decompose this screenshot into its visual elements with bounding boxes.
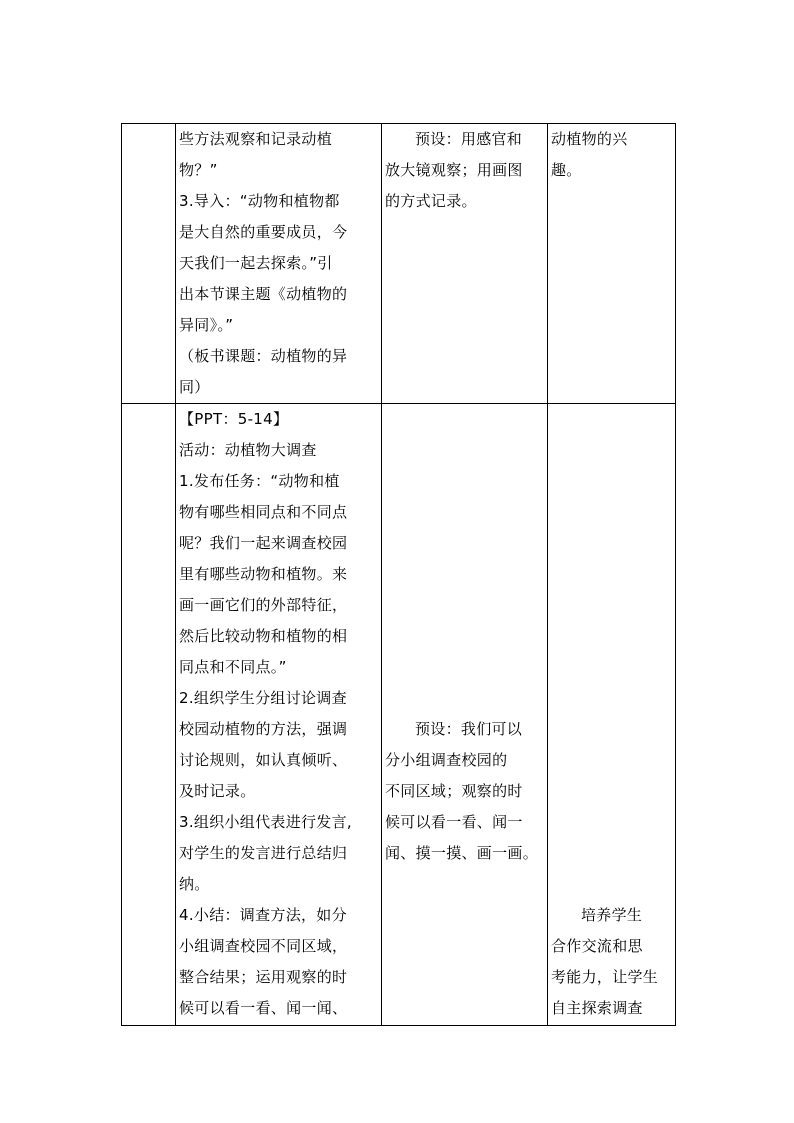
student-text-line: 候可以看一看、闻一 [385,813,523,831]
teacher-text-line: （板书课题：动植物的异 [179,347,348,365]
intent-text-line: 培养学生 [581,906,643,924]
teacher-text-line: 2.组织学生分组讨论调查 [179,689,347,707]
intent-text-line: 自主探索调查 [551,999,643,1017]
teacher-text-line: 然后比较动物和植物的相 [179,627,348,645]
intent-text-line: 趣。 [551,161,582,179]
teacher-text-line: 3.导入：“动物和植物都 [179,192,340,210]
intent-text-line: 合作交流和思 [551,937,643,955]
teacher-text-line: 整合结果；运用观察的时 [179,968,348,986]
teacher-text-line: 呢？我们一起来调查校园 [179,534,348,552]
student-text-line: 分小组调查校园的 [385,751,508,769]
table-row [122,124,676,404]
teacher-text-line: 出本节课主题《动植物的 [179,285,348,303]
teacher-activity-cell [176,124,382,404]
teacher-text-line: 些方法观察和记录动植 [179,130,333,148]
table-row [122,404,676,1026]
cell-spacer [551,404,672,900]
ppt-reference: 【PPT：5-14】 [179,410,289,428]
teacher-text-line: 物？” [179,161,218,179]
cell-spacer [385,404,544,714]
activity-title: 活动：动植物大调查 [179,441,317,459]
design-intent-cell [548,404,676,1026]
intent-text-line: 考能力，让学生 [551,968,659,986]
teacher-text-line: 同点和不同点。” [179,658,287,676]
student-text-line: 放大镜观察；用画图 [385,161,523,179]
teacher-text-line: 对学生的发言进行总结归 [179,844,348,862]
stage-cell [122,404,176,1026]
student-text-line: 的方式记录。 [385,192,477,210]
student-activity-cell [382,404,548,1026]
teacher-text-line: 物有哪些相同点和不同点 [179,503,348,521]
teacher-text-line: 候可以看一看、闻一闻、 [179,999,348,1017]
lesson-plan-table [121,123,676,1026]
student-text-line: 预设：用感官和 [415,130,523,148]
teacher-text-line: 纳。 [179,875,210,893]
teacher-text-line: 异同》。” [179,316,234,334]
stage-cell [122,124,176,404]
design-intent-cell [548,124,676,404]
teacher-text-line: 天我们一起去探索。”引 [179,254,333,272]
teacher-text-line: 4.小结：调查方法，如分 [179,906,347,924]
teacher-text-line: 同） [179,378,210,396]
student-text-line: 不同区域；观察的时 [385,782,523,800]
teacher-text-line: 是大自然的重要成员，今 [179,223,348,241]
teacher-text-line: 1.发布任务：“动物和植 [179,472,340,490]
student-text-line: 闻、摸一摸、画一画。 [385,844,539,862]
teacher-text-line: 讨论规则，如认真倾听、 [179,751,348,769]
student-activity-cell [382,124,548,404]
teacher-text-line: 及时记录。 [179,782,256,800]
teacher-text-line: 画一画它们的外部特征， [179,596,348,614]
teacher-text-line: 校园动植物的方法，强调 [179,720,348,738]
intent-text-line: 动植物的兴 [551,130,628,148]
teacher-text-line: 小组调查校园不同区域， [179,937,348,955]
teacher-text-line: 里有哪些动物和植物。来 [179,565,348,583]
student-text-line: 预设：我们可以 [415,720,523,738]
teacher-text-line: 3.组织小组代表进行发言, [179,813,352,831]
teacher-activity-cell [176,404,382,1026]
